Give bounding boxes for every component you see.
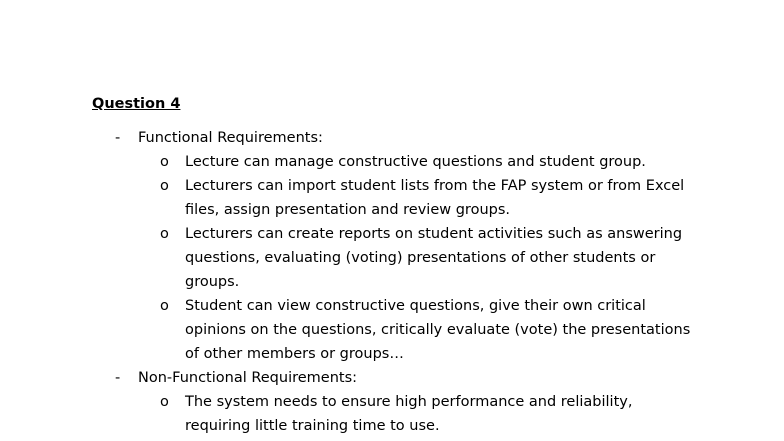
text-line: Student can view constructive questions, give their own critical	[185, 298, 646, 314]
circle-bullet: o	[160, 298, 169, 314]
circle-bullet: o	[160, 178, 169, 194]
text-line: of other members or groups…	[185, 346, 404, 362]
dash-bullet: -	[115, 370, 121, 386]
section-header	[0, 126, 700, 150]
list-item-text	[185, 294, 705, 366]
text-line: The system needs to ensure high performance and reliability,	[185, 394, 633, 410]
section-header	[0, 366, 700, 390]
dash-bullet: -	[115, 130, 121, 146]
list-item-text	[185, 222, 705, 294]
text-line: Lecturers can import student lists from the FAP system or from Excel	[185, 178, 685, 194]
text-line: Lecturers can create reports on student activities such as answering	[185, 226, 683, 242]
section-label: Functional Requirements:	[138, 130, 323, 146]
circle-bullet: o	[160, 226, 169, 242]
text-line: Lecture can manage constructive questions and student group.	[185, 154, 646, 170]
text-line: files, assign presentation and review groups.	[185, 202, 510, 218]
circle-bullet: o	[160, 154, 169, 170]
list-item-text	[185, 390, 705, 438]
list-item-text	[185, 150, 705, 174]
circle-bullet: o	[160, 394, 169, 410]
page-heading: Question 4	[92, 96, 181, 112]
text-line: questions, evaluating (voting) presentations of other students or	[185, 250, 656, 266]
section-label: Non-Functional Requirements:	[138, 370, 358, 386]
text-line: groups.	[185, 274, 240, 290]
list-item-text	[185, 174, 705, 222]
text-line: requiring little training time to use.	[185, 418, 440, 434]
text-line: opinions on the questions, critically evaluate (vote) the presentations	[185, 322, 691, 338]
